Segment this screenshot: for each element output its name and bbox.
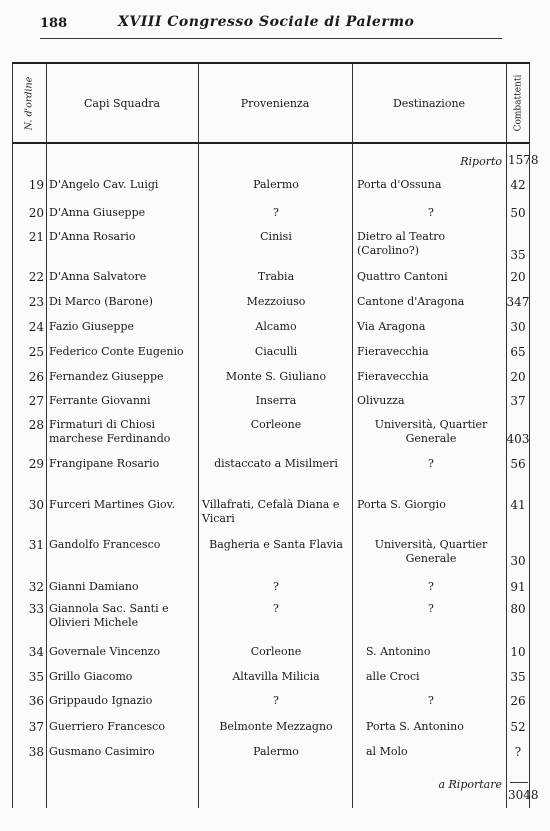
row-combattenti: ? (514, 745, 522, 759)
row-provenienza: Ciaculli (254, 345, 298, 358)
row-destinazione: ? (428, 602, 434, 615)
roster-table (12, 62, 539, 808)
row-name: Gianni Damiano (49, 580, 139, 593)
row-destinazione: alle Croci (366, 670, 420, 683)
header-bottom-rule (12, 142, 530, 144)
row-name: Di Marco (Barone) (49, 295, 153, 308)
row-destinazione: S. Antonino (366, 645, 431, 658)
row-combattenti: 30 (510, 554, 526, 568)
running-title: XVIII Congresso Sociale di Palermo (118, 14, 415, 30)
row-number: 21 (28, 230, 44, 244)
column-divider (46, 64, 47, 808)
row-name: D'Anna Giuseppe (49, 206, 146, 219)
page-number: 188 (40, 16, 68, 31)
row-combattenti: 41 (510, 498, 526, 512)
row-number: 25 (28, 345, 44, 359)
row-name: D'Angelo Cav. Luigi (49, 178, 159, 191)
row-name: Fazio Giuseppe (49, 320, 135, 333)
row-provenienza: Corleone (250, 645, 302, 658)
row-name: Gandolfo Francesco (49, 538, 161, 551)
row-number: 22 (28, 270, 44, 284)
row-combattenti: 42 (510, 178, 526, 192)
row-combattenti: 37 (510, 394, 526, 408)
row-number: 27 (28, 394, 44, 408)
row-provenienza: Inserra (255, 394, 297, 407)
row-number: 32 (28, 580, 44, 594)
row-destinazione: Porta S. Antonino (366, 720, 464, 733)
row-destinazione: ? (428, 580, 434, 593)
header-destinazione: Destinazione (392, 96, 466, 110)
row-provenienza: Villafrati, Cefalà Diana e Vicari (202, 498, 340, 525)
row-name: D'Anna Salvatore (49, 270, 147, 283)
row-combattenti: 20 (510, 370, 526, 384)
header-combattenti: Combattenti (513, 74, 524, 132)
row-name: Federico Conte Eugenio (49, 345, 184, 358)
row-combattenti: 20 (510, 270, 526, 284)
row-name: Governale Vincenzo (49, 645, 161, 658)
row-number: 33 (28, 602, 44, 616)
riporto-label: Riporto (460, 155, 502, 168)
row-provenienza: ? (273, 206, 279, 219)
row-destinazione: ? (428, 457, 434, 470)
row-provenienza: Alcamo (255, 320, 297, 333)
row-number: 28 (28, 418, 44, 432)
column-divider (352, 64, 353, 808)
row-provenienza: ? (273, 580, 279, 593)
header-order-number: N. d'ordine (23, 76, 35, 130)
row-destinazione: Fieravecchia (357, 370, 429, 383)
row-destinazione: Cantone d'Aragona (357, 295, 465, 308)
header-provenienza: Provenienza (240, 96, 310, 110)
row-provenienza: distaccato a Misilmeri (214, 457, 338, 470)
row-number: 30 (28, 498, 44, 512)
row-number: 19 (28, 178, 44, 192)
row-destinazione: Università, Quartier Generale (374, 418, 488, 445)
riporto-value: 1578 (508, 153, 539, 167)
row-provenienza: Monte S. Giuliano (225, 370, 327, 383)
row-destinazione: Porta d'Ossuna (357, 178, 442, 191)
row-name: Giannola Sac. Santi e Olivieri Michele (49, 602, 169, 629)
row-number: 38 (28, 745, 44, 759)
row-provenienza: Trabia (257, 270, 295, 283)
row-combattenti: 52 (510, 720, 526, 734)
row-combattenti: 30 (510, 320, 526, 334)
row-destinazione: Via Aragona (357, 320, 426, 333)
row-number: 31 (28, 538, 44, 552)
row-destinazione: Fieravecchia (357, 345, 429, 358)
row-combattenti: 10 (510, 645, 526, 659)
a-riportare-value: 3048 (508, 788, 539, 802)
a-riportare-label: a Riportare (438, 778, 502, 791)
row-provenienza: Belmonte Mezzagno (219, 720, 333, 733)
row-number: 34 (28, 645, 44, 659)
row-number: 23 (28, 295, 44, 309)
row-number: 20 (28, 206, 44, 220)
column-divider (198, 64, 199, 808)
row-provenienza: Bagheria e Santa Flavia (209, 538, 343, 551)
row-combattenti: 65 (510, 345, 526, 359)
row-number: 24 (28, 320, 44, 334)
row-destinazione: Dietro al Teatro (Carolino?) (357, 230, 446, 257)
row-provenienza: Cinisi (260, 230, 292, 243)
row-name: Fernandez Giuseppe (49, 370, 164, 383)
row-number: 36 (28, 694, 44, 708)
header-rule (40, 38, 502, 39)
total-rule (510, 782, 528, 783)
row-destinazione: ? (428, 694, 434, 707)
row-combattenti: 80 (510, 602, 526, 616)
row-provenienza: Palermo (253, 745, 299, 758)
row-destinazione: ? (428, 206, 434, 219)
row-destinazione: Porta S. Giorgio (357, 498, 446, 511)
row-provenienza: ? (273, 694, 279, 707)
row-combattenti: 91 (510, 580, 526, 594)
row-combattenti: 403 (506, 432, 530, 446)
header-capi-squadra: Capi Squadra (83, 96, 161, 110)
row-number: 35 (28, 670, 44, 684)
row-number: 26 (28, 370, 44, 384)
row-provenienza: Mezzoiuso (246, 295, 306, 308)
row-name: D'Anna Rosario (49, 230, 136, 243)
row-number: 37 (28, 720, 44, 734)
row-destinazione: Olivuzza (357, 394, 405, 407)
row-name: Grillo Giacomo (49, 670, 133, 683)
row-combattenti: 35 (510, 248, 526, 262)
row-name: Frangipane Rosario (49, 457, 160, 470)
row-name: Guerriero Francesco (49, 720, 165, 733)
row-name: Ferrante Giovanni (49, 394, 151, 407)
row-combattenti: 50 (510, 206, 526, 220)
row-number: 29 (28, 457, 44, 471)
row-combattenti: 26 (510, 694, 526, 708)
row-destinazione: Università, Quartier Generale (374, 538, 488, 565)
row-combattenti: 56 (510, 457, 526, 471)
row-name: Grippaudo Ignazio (49, 694, 153, 707)
row-destinazione: Quattro Cantoni (357, 270, 448, 283)
row-combattenti: 347 (506, 295, 530, 309)
row-name: Furceri Martines Giov. (49, 498, 176, 511)
row-provenienza: ? (273, 602, 279, 615)
row-name: Gusmano Casimiro (49, 745, 155, 758)
row-combattenti: 35 (510, 670, 526, 684)
row-destinazione: al Molo (366, 745, 408, 758)
row-provenienza: Altavilla Milicia (232, 670, 320, 683)
row-provenienza: Corleone (250, 418, 302, 431)
row-name: Firmaturi di Chiosi marchese Ferdinando (49, 418, 171, 445)
row-provenienza: Palermo (253, 178, 299, 191)
